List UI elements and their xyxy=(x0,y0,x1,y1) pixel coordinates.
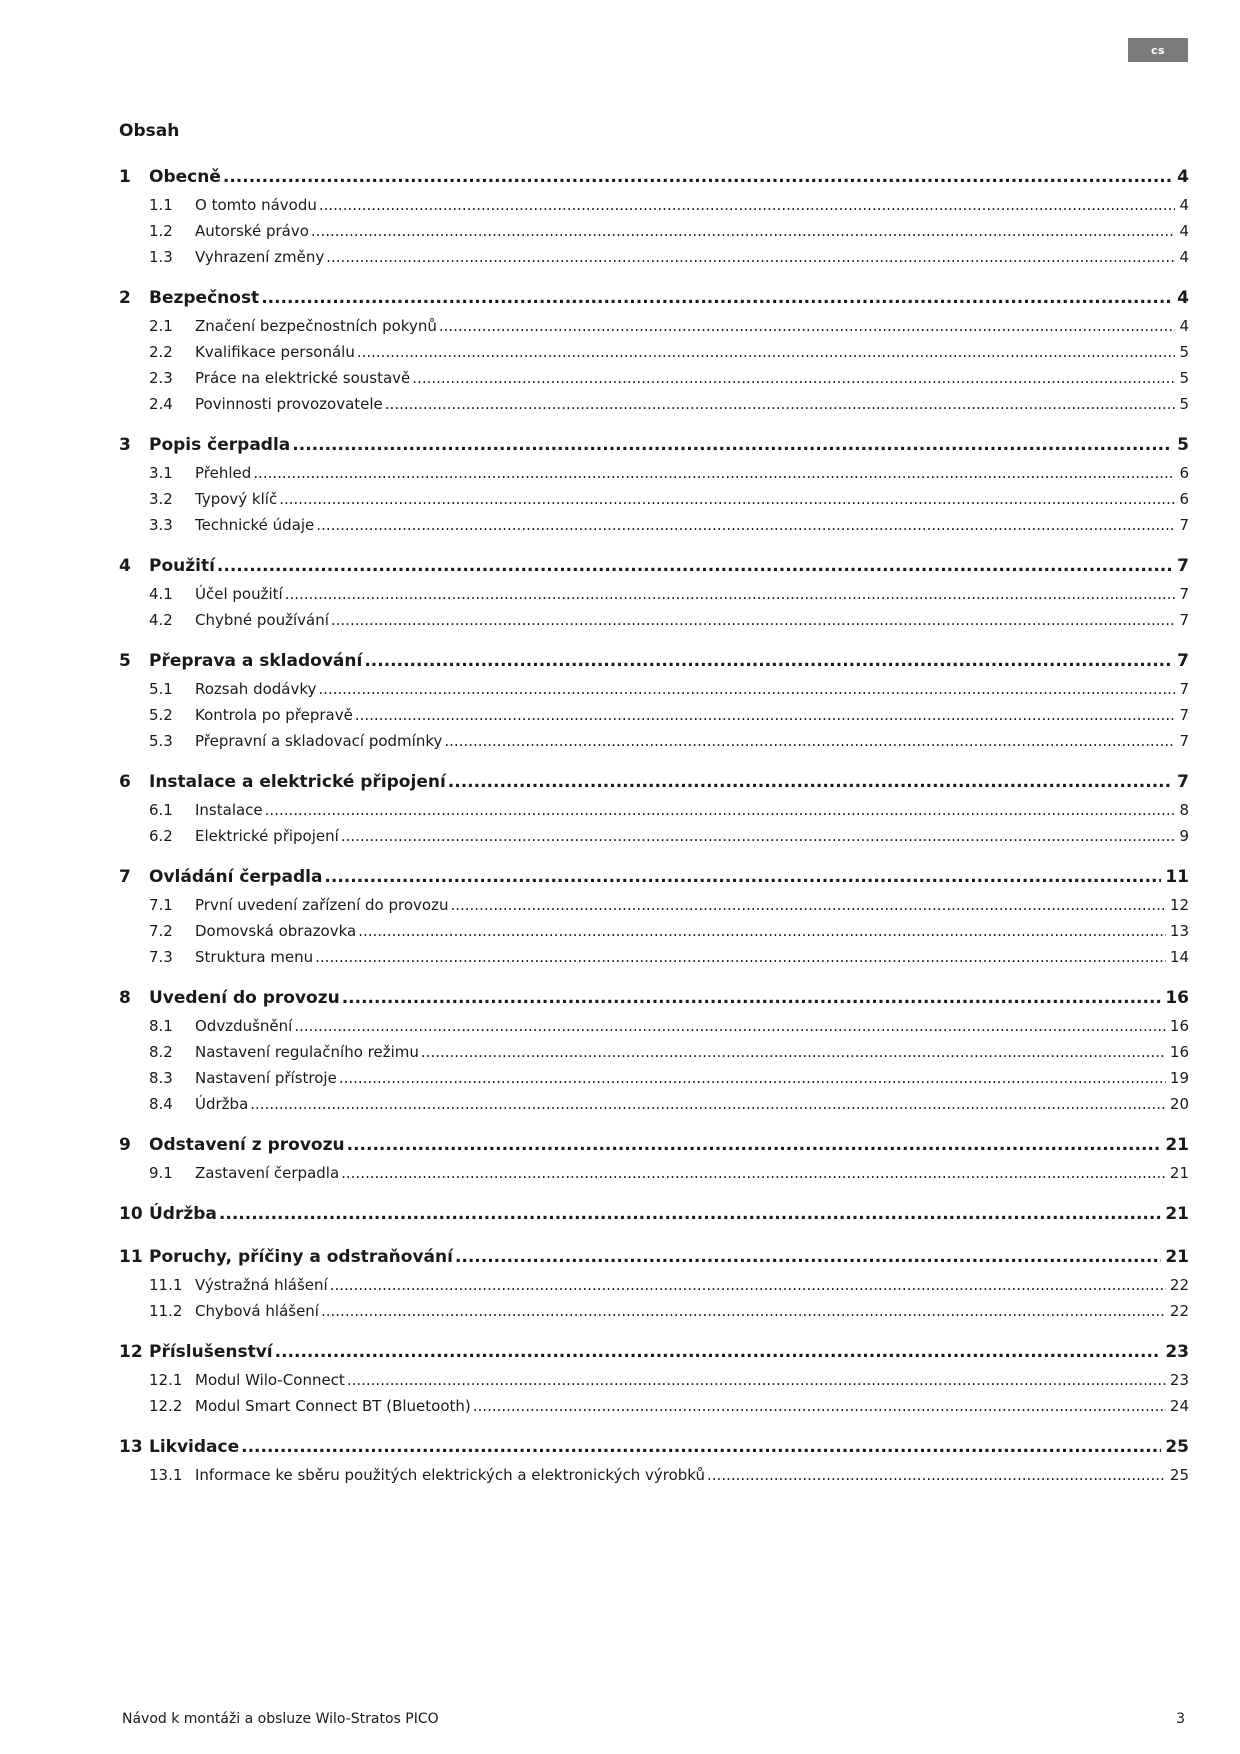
section-number: 7.2 xyxy=(149,922,173,940)
chapter-number: 12 xyxy=(119,1342,143,1362)
chapter-number: 7 xyxy=(119,867,131,887)
section-title: Elektrické připojení xyxy=(195,827,339,845)
toc-section-entry[interactable] xyxy=(119,218,1189,244)
dot-leader xyxy=(448,767,1171,797)
section-page: 8 xyxy=(1179,801,1189,819)
chapter-page: 4 xyxy=(1177,167,1189,187)
section-title: Nastavení přístroje xyxy=(195,1069,337,1087)
toc-chapter-entry[interactable] xyxy=(119,1242,1189,1272)
toc-section-entry[interactable] xyxy=(119,1065,1189,1091)
dot-leader xyxy=(358,918,1166,944)
toc-section-entry[interactable] xyxy=(119,1091,1189,1117)
toc-chapter-entry[interactable] xyxy=(119,162,1189,192)
section-number: 12.1 xyxy=(149,1371,183,1389)
chapter-page: 21 xyxy=(1165,1247,1189,1267)
section-title: O tomto návodu xyxy=(195,196,317,214)
chapter-page: 7 xyxy=(1177,556,1189,576)
section-number: 2.3 xyxy=(149,369,173,387)
dot-leader xyxy=(341,1160,1166,1186)
toc-chapter-entry[interactable] xyxy=(119,283,1189,313)
section-number: 11.2 xyxy=(149,1302,183,1320)
chapter-title: Obecně xyxy=(149,167,221,187)
dot-leader xyxy=(455,1242,1161,1272)
chapter-page: 7 xyxy=(1177,651,1189,671)
dot-leader xyxy=(357,339,1176,365)
section-title: Zastavení čerpadla xyxy=(195,1164,340,1182)
section-title: Chybné používání xyxy=(195,611,329,629)
toc-chapter xyxy=(119,1130,1189,1186)
section-title: Rozsah dodávky xyxy=(195,680,317,698)
section-page: 20 xyxy=(1169,1095,1189,1113)
toc-chapter xyxy=(119,1199,1189,1229)
dot-leader xyxy=(342,983,1162,1013)
chapter-number: 9 xyxy=(119,1135,131,1155)
section-title: Údržba xyxy=(195,1095,249,1113)
toc-section-entry[interactable] xyxy=(119,1013,1189,1039)
section-title: Značení bezpečnostních pokynů xyxy=(195,317,437,335)
toc-section-entry[interactable] xyxy=(119,676,1189,702)
dot-leader xyxy=(421,1039,1166,1065)
toc-chapter xyxy=(119,983,1189,1117)
toc-chapter-entry[interactable] xyxy=(119,1199,1189,1229)
language-badge: cs xyxy=(1128,38,1188,62)
toc-section-entry[interactable] xyxy=(119,313,1189,339)
section-title: Práce na elektrické soustavě xyxy=(195,369,411,387)
toc-chapter-entry[interactable] xyxy=(119,1337,1189,1367)
dot-leader xyxy=(347,1130,1162,1160)
dot-leader xyxy=(355,702,1176,728)
section-page: 16 xyxy=(1169,1017,1189,1035)
toc-section-entry[interactable] xyxy=(119,391,1189,417)
toc-chapter xyxy=(119,767,1189,849)
dot-leader xyxy=(341,823,1176,849)
chapter-title: Poruchy, příčiny a odstraňování xyxy=(149,1247,453,1267)
toc-chapter xyxy=(119,551,1189,633)
section-page: 21 xyxy=(1169,1164,1189,1182)
dot-leader xyxy=(318,676,1175,702)
chapter-number: 11 xyxy=(119,1247,143,1267)
section-number: 9.1 xyxy=(149,1164,173,1182)
chapter-title: Použití xyxy=(149,556,215,576)
section-number: 2.2 xyxy=(149,343,173,361)
dot-leader xyxy=(326,244,1175,270)
section-page: 22 xyxy=(1169,1276,1189,1294)
toc-title: Obsah xyxy=(119,121,180,141)
dot-leader xyxy=(339,1065,1166,1091)
toc-chapter xyxy=(119,1242,1189,1324)
dot-leader xyxy=(321,1298,1166,1324)
section-title: Odvzdušnění xyxy=(195,1017,293,1035)
table-of-contents xyxy=(119,162,1189,1501)
section-number: 4.1 xyxy=(149,585,173,603)
chapter-number: 6 xyxy=(119,772,131,792)
dot-leader xyxy=(347,1367,1166,1393)
section-page: 5 xyxy=(1179,369,1189,387)
section-title: Domovská obrazovka xyxy=(195,922,357,940)
dot-leader xyxy=(315,944,1166,970)
toc-section-entry[interactable] xyxy=(119,581,1189,607)
chapter-page: 21 xyxy=(1165,1204,1189,1224)
chapter-title: Uvedení do provozu xyxy=(149,988,340,1008)
section-number: 13.1 xyxy=(149,1466,183,1484)
chapter-title: Likvidace xyxy=(149,1437,240,1457)
dot-leader xyxy=(473,1393,1166,1419)
toc-chapter-entry[interactable] xyxy=(119,1432,1189,1462)
dot-leader xyxy=(253,460,1175,486)
dot-leader xyxy=(412,365,1175,391)
chapter-page: 11 xyxy=(1165,867,1189,887)
chapter-page: 21 xyxy=(1165,1135,1189,1155)
section-page: 7 xyxy=(1179,585,1189,603)
toc-chapter-entry[interactable] xyxy=(119,862,1189,892)
section-title: Instalace xyxy=(195,801,263,819)
section-title: Účel použití xyxy=(195,585,283,603)
chapter-number: 4 xyxy=(119,556,131,576)
section-page: 23 xyxy=(1169,1371,1189,1389)
toc-chapter-entry[interactable] xyxy=(119,551,1189,581)
chapter-number: 13 xyxy=(119,1437,143,1457)
chapter-page: 4 xyxy=(1177,288,1189,308)
toc-section-entry[interactable] xyxy=(119,192,1189,218)
toc-chapter xyxy=(119,1432,1189,1488)
section-page: 14 xyxy=(1169,948,1189,966)
section-title: První uvedení zařízení do provozu xyxy=(195,896,449,914)
section-number: 11.1 xyxy=(149,1276,183,1294)
chapter-number: 5 xyxy=(119,651,131,671)
section-number: 1.2 xyxy=(149,222,173,240)
toc-section-entry[interactable] xyxy=(119,486,1189,512)
toc-chapter xyxy=(119,646,1189,754)
toc-chapter-entry[interactable] xyxy=(119,983,1189,1013)
toc-section-entry[interactable] xyxy=(119,1160,1189,1186)
toc-chapter xyxy=(119,162,1189,270)
section-number: 2.1 xyxy=(149,317,173,335)
toc-chapter xyxy=(119,283,1189,417)
section-number: 3.2 xyxy=(149,490,173,508)
chapter-title: Instalace a elektrické připojení xyxy=(149,772,446,792)
section-page: 5 xyxy=(1179,395,1189,413)
section-number: 12.2 xyxy=(149,1397,183,1415)
dot-leader xyxy=(279,486,1175,512)
dot-leader xyxy=(275,1337,1162,1367)
toc-chapter-entry[interactable] xyxy=(119,1130,1189,1160)
section-number: 4.2 xyxy=(149,611,173,629)
dot-leader xyxy=(450,892,1165,918)
section-number: 7.1 xyxy=(149,896,173,914)
toc-section-entry[interactable] xyxy=(119,728,1189,754)
section-page: 7 xyxy=(1179,680,1189,698)
section-number: 1.1 xyxy=(149,196,173,214)
section-title: Přehled xyxy=(195,464,252,482)
chapter-number: 2 xyxy=(119,288,131,308)
chapter-number: 1 xyxy=(119,167,131,187)
chapter-page: 5 xyxy=(1177,435,1189,455)
chapter-number: 10 xyxy=(119,1204,143,1224)
section-title: Přepravní a skladovací podmínky xyxy=(195,732,443,750)
section-title: Povinnosti provozovatele xyxy=(195,395,383,413)
section-number: 3.3 xyxy=(149,516,173,534)
chapter-title: Přeprava a skladování xyxy=(149,651,363,671)
toc-chapter-entry[interactable] xyxy=(119,646,1189,676)
section-page: 7 xyxy=(1179,516,1189,534)
section-page: 5 xyxy=(1179,343,1189,361)
section-page: 7 xyxy=(1179,732,1189,750)
toc-section-entry[interactable] xyxy=(119,244,1189,270)
chapter-title: Odstavení z provozu xyxy=(149,1135,345,1155)
toc-chapter-entry[interactable] xyxy=(119,767,1189,797)
footer-page-number: 3 xyxy=(1176,1711,1185,1727)
dot-leader xyxy=(250,1091,1166,1117)
section-page: 4 xyxy=(1179,317,1189,335)
dot-leader xyxy=(444,728,1175,754)
section-number: 7.3 xyxy=(149,948,173,966)
dot-leader xyxy=(294,1013,1166,1039)
section-page: 22 xyxy=(1169,1302,1189,1320)
section-title: Struktura menu xyxy=(195,948,314,966)
section-title: Modul Smart Connect BT (Bluetooth) xyxy=(195,1397,471,1415)
chapter-page: 23 xyxy=(1165,1342,1189,1362)
chapter-title: Příslušenství xyxy=(149,1342,273,1362)
chapter-title: Ovládání čerpadla xyxy=(149,867,323,887)
dot-leader xyxy=(364,646,1171,676)
toc-section-entry[interactable] xyxy=(119,1298,1189,1324)
chapter-page: 16 xyxy=(1165,988,1189,1008)
chapter-title: Údržba xyxy=(149,1204,217,1224)
dot-leader xyxy=(707,1462,1166,1488)
section-title: Výstražná hlášení xyxy=(195,1276,328,1294)
toc-section-entry[interactable] xyxy=(119,944,1189,970)
section-title: Nastavení regulačního režimu xyxy=(195,1043,419,1061)
chapter-number: 3 xyxy=(119,435,131,455)
section-page: 4 xyxy=(1179,196,1189,214)
section-number: 8.2 xyxy=(149,1043,173,1061)
section-title: Vyhrazení změny xyxy=(195,248,325,266)
dot-leader xyxy=(219,1199,1161,1229)
section-page: 19 xyxy=(1169,1069,1189,1087)
toc-chapter xyxy=(119,430,1189,538)
dot-leader xyxy=(285,581,1176,607)
section-page: 25 xyxy=(1169,1466,1189,1484)
section-number: 8.1 xyxy=(149,1017,173,1035)
section-number: 8.4 xyxy=(149,1095,173,1113)
section-page: 4 xyxy=(1179,222,1189,240)
dot-leader xyxy=(316,512,1175,538)
dot-leader xyxy=(319,192,1176,218)
toc-section-entry[interactable] xyxy=(119,892,1189,918)
section-page: 12 xyxy=(1169,896,1189,914)
dot-leader xyxy=(331,607,1176,633)
toc-section-entry[interactable] xyxy=(119,1367,1189,1393)
section-number: 6.1 xyxy=(149,801,173,819)
dot-leader xyxy=(385,391,1176,417)
toc-chapter-entry[interactable] xyxy=(119,430,1189,460)
section-number: 3.1 xyxy=(149,464,173,482)
section-title: Chybová hlášení xyxy=(195,1302,319,1320)
section-title: Autorské právo xyxy=(195,222,309,240)
section-number: 5.2 xyxy=(149,706,173,724)
toc-section-entry[interactable] xyxy=(119,365,1189,391)
section-page: 13 xyxy=(1169,922,1189,940)
section-page: 4 xyxy=(1179,248,1189,266)
section-page: 7 xyxy=(1179,611,1189,629)
section-title: Technické údaje xyxy=(195,516,315,534)
footer-document-title: Návod k montáži a obsluze Wilo-Stratos PICO xyxy=(122,1711,439,1727)
section-title: Typový klíč xyxy=(195,490,278,508)
dot-leader xyxy=(217,551,1171,581)
dot-leader xyxy=(311,218,1176,244)
toc-chapter xyxy=(119,862,1189,970)
toc-section-entry[interactable] xyxy=(119,1462,1189,1488)
section-page: 16 xyxy=(1169,1043,1189,1061)
chapter-title: Bezpečnost xyxy=(149,288,260,308)
section-number: 1.3 xyxy=(149,248,173,266)
section-title: Kvalifikace personálu xyxy=(195,343,355,361)
toc-section-entry[interactable] xyxy=(119,1393,1189,1419)
toc-section-entry[interactable] xyxy=(119,339,1189,365)
section-title: Informace ke sběru použitých elektrických a elektronických výrobků xyxy=(195,1466,706,1484)
section-number: 8.3 xyxy=(149,1069,173,1087)
dot-leader xyxy=(330,1272,1166,1298)
toc-chapter xyxy=(119,1337,1189,1419)
section-number: 5.1 xyxy=(149,680,173,698)
toc-section-entry[interactable] xyxy=(119,918,1189,944)
section-page: 6 xyxy=(1179,490,1189,508)
chapter-page: 25 xyxy=(1165,1437,1189,1457)
dot-leader xyxy=(265,797,1176,823)
chapter-page: 7 xyxy=(1177,772,1189,792)
toc-section-entry[interactable] xyxy=(119,823,1189,849)
section-title: Kontrola po přepravě xyxy=(195,706,353,724)
dot-leader xyxy=(439,313,1176,339)
toc-section-entry[interactable] xyxy=(119,460,1189,486)
section-page: 7 xyxy=(1179,706,1189,724)
toc-section-entry[interactable] xyxy=(119,1039,1189,1065)
toc-section-entry[interactable] xyxy=(119,1272,1189,1298)
section-number: 6.2 xyxy=(149,827,173,845)
dot-leader xyxy=(241,1432,1161,1462)
section-page: 9 xyxy=(1179,827,1189,845)
dot-leader xyxy=(223,162,1171,192)
toc-section-entry[interactable] xyxy=(119,607,1189,633)
section-page: 6 xyxy=(1179,464,1189,482)
section-number: 5.3 xyxy=(149,732,173,750)
dot-leader xyxy=(324,862,1161,892)
toc-section-entry[interactable] xyxy=(119,512,1189,538)
dot-leader xyxy=(292,430,1171,460)
toc-section-entry[interactable] xyxy=(119,797,1189,823)
section-title: Modul Wilo-Connect xyxy=(195,1371,345,1389)
chapter-title: Popis čerpadla xyxy=(149,435,291,455)
section-number: 2.4 xyxy=(149,395,173,413)
chapter-number: 8 xyxy=(119,988,131,1008)
toc-section-entry[interactable] xyxy=(119,702,1189,728)
section-page: 24 xyxy=(1169,1397,1189,1415)
dot-leader xyxy=(261,283,1171,313)
